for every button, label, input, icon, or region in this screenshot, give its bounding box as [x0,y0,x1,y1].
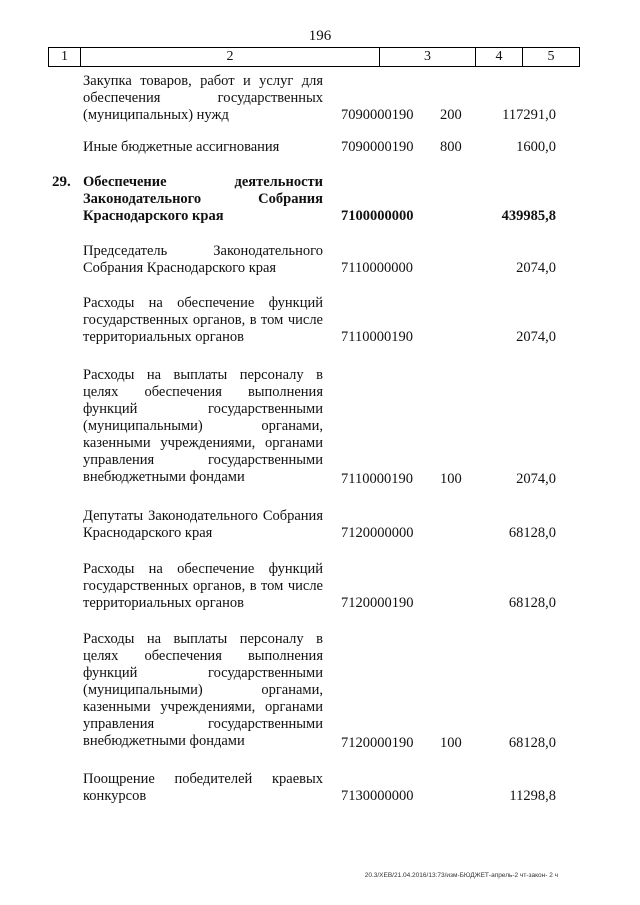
row-code: 7090000190 [341,107,414,123]
row-code: 7110000000 [341,260,413,276]
row-text: Расходы на обеспечение функций государственных органов, в том числе территориальных органов [83,561,323,611]
header-col-5: 5 [547,49,555,64]
row-code: 7090000190 [341,139,414,155]
row-sum: 2074,0 [516,260,556,276]
row-sum: 117291,0 [502,107,556,123]
header-col-2: 2 [81,48,380,66]
row-code: 7110000190 [341,471,413,487]
row-text: Депутаты Законодательного Собрания Краснодарского края [83,508,323,541]
row-sum: 1600,0 [516,139,556,155]
row-text: Расходы на выплаты персоналу в целях обеспечения выполнения функций государственными (муниципальными) органами, казенными учреждениями, органами управления государственными внебюджетными фондами [83,631,323,749]
row-number: 29. [52,174,71,190]
header-col-1: 1 [49,48,81,66]
row-code: 7130000000 [341,788,414,804]
row-text: Расходы на обеспечение функций государственных органов, в том числе территориальных органов [83,295,323,345]
row-text: Обеспечение деятельности Законодательного Собрания Краснодарского края [83,174,323,224]
row-text: Поощрение победителей краевых конкурсов [83,771,323,804]
row-code: 7120000190 [341,735,414,751]
row-text: Расходы на выплаты персоналу в целях обеспечения выполнения функций государственными (муниципальными) органами, казенными учреждениями, органами управления государственными внебюджетными фондами [83,367,323,485]
row-text: Иные бюджетные ассигнования [83,139,280,155]
header-col-3: 3 [380,48,476,66]
row-sum: 439985,8 [501,208,556,224]
row-sum: 68128,0 [508,735,556,751]
row-sum: 68128,0 [508,525,556,541]
row-code: 7110000190 [341,329,413,345]
row-sum: 2074,0 [516,329,556,345]
row-vr: 100 [440,471,462,487]
row-vr: 100 [440,735,462,751]
row-vr: 800 [440,139,462,155]
row-text: Закупка товаров, работ и услуг для обеспечения государственных (муниципальных) нужд [83,73,323,123]
row-code: 7120000190 [341,595,414,611]
row-code: 7120000000 [341,525,414,541]
page-number: 196 [308,28,332,44]
row-text: Председатель Законодательного Собрания Краснодарского края [83,243,323,276]
row-sum: 2074,0 [516,471,556,487]
header-col-4: 4 [476,48,523,66]
row-sum: 68128,0 [508,595,556,611]
row-code: 7100000000 [341,208,414,224]
footer-file-reference: 20.3/ХЕВ/21.04.2016/13:73/изм-БЮДЖЕТ-апрель-2 чт-закон- 2 ч [364,872,558,879]
row-vr: 200 [440,107,462,123]
row-sum: 11298,8 [509,788,556,804]
